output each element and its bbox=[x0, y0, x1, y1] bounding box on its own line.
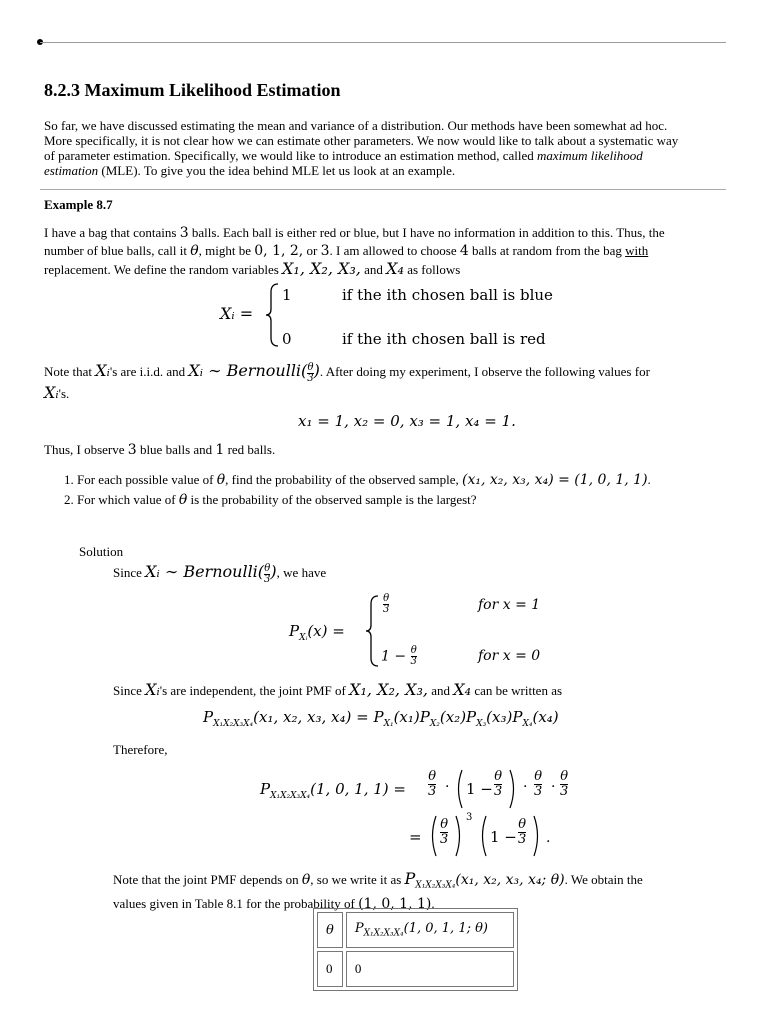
table-header-row bbox=[317, 912, 514, 948]
list-item: 1. For each possible value of θ, find the probability of the observed sample, (x₁, x₂, x₃, x₄) = (1, 0, 1, 1). bbox=[64, 472, 651, 488]
pmf-lhs: $P_{Xᵢ}(x)$ = bbox=[289, 622, 345, 643]
top-rule bbox=[40, 42, 726, 43]
left-brace bbox=[264, 282, 280, 348]
observe-line: Thus, I observe 3 blue balls and 1 red balls. bbox=[44, 442, 276, 458]
joint-note-paragraph: Note that the joint PMF depends on θ, so we write it as $P_{X_1X_2X_3X_4}(x_1$, x₂, x₃, x₄; θ). We obtain the values given in Table 8.1 for the probability of (1, 0, 1, 1). bbox=[113, 869, 643, 912]
likelihood-equation-2: = bbox=[409, 828, 422, 846]
table-header-pmf: $P_{X_1X_2X_3X_4}(1$, 0, 1, 1; θ) bbox=[346, 912, 514, 948]
pmf-brace bbox=[364, 594, 380, 668]
def-lhs: Xᵢ = bbox=[220, 304, 254, 323]
independence-line: Since Xᵢ's are independent, the joint PMF of X₁, X₂, X₃, and X₄ can be written as bbox=[113, 680, 563, 699]
section-divider bbox=[40, 189, 726, 190]
example-paragraph: I have a bag that contains 3 balls. Each ball is either red or blue, but I have no information in addition to this. Thus, the number of blue balls, call it θ, might be 0, 1, 2, or 3. I am allowed to choose 4 balls at random from the bag with replacement. We define the random variables X₁, X₂, X₃, and X₄ as follows bbox=[44, 225, 665, 278]
table-header-theta: θ bbox=[317, 912, 343, 948]
section-title: 8.2.3 Maximum Likelihood Estimation bbox=[44, 80, 341, 100]
observed-values: x₁ = 1, x₂ = 0, x₃ = 1, x₄ = 1. bbox=[298, 412, 516, 430]
question-list bbox=[64, 470, 651, 510]
since-line: Since Xᵢ ∼ Bernoulli( $\frac{\theta}{3}$ ), we have bbox=[113, 562, 327, 585]
joint-pmf-equation: $P_{X_1X_2X_3X_4}(x_1$, x₂, x₃, $x_4) = P_{X_1}(x_1)P_{X_2}(x_2)P_{X_3}(x_3)P_{X_4}(x_4)$ bbox=[203, 708, 559, 729]
example-title: Example 8.7 bbox=[44, 197, 113, 212]
table-row: 0 0 bbox=[317, 951, 514, 987]
with-link[interactable]: with bbox=[625, 243, 649, 258]
list-item: 2. For which value of θ is the probability of the observed sample is the largest? bbox=[64, 492, 477, 508]
intro-paragraph: So far, we have discussed estimating the mean and variance of a distribution. Our methods have been somewhat ad hoc. More specifically, it is not clear how we can estimate other parameters. We now would like to talk about a systematic way of parameter estimation. Specifically, we would like to introduce an estimation method, called maximum likelihood estimation (MLE). To give you the idea behind MLE let us look at an example. bbox=[44, 118, 679, 178]
solution-label: Solution bbox=[79, 544, 124, 559]
note-paragraph: Note that Xᵢ's are i.i.d. and Xᵢ ∼ Bernoulli( $\frac{\theta}{3}$ ). After doing my experiment, I observe the following values for Xᵢ's. bbox=[44, 361, 650, 402]
probability-table bbox=[313, 908, 518, 991]
likelihood-equation-1: $P_{X_1X_2X_3X_4}(1$, 0, 1, 1) = bbox=[260, 780, 406, 801]
therefore-label: Therefore, bbox=[113, 742, 168, 757]
